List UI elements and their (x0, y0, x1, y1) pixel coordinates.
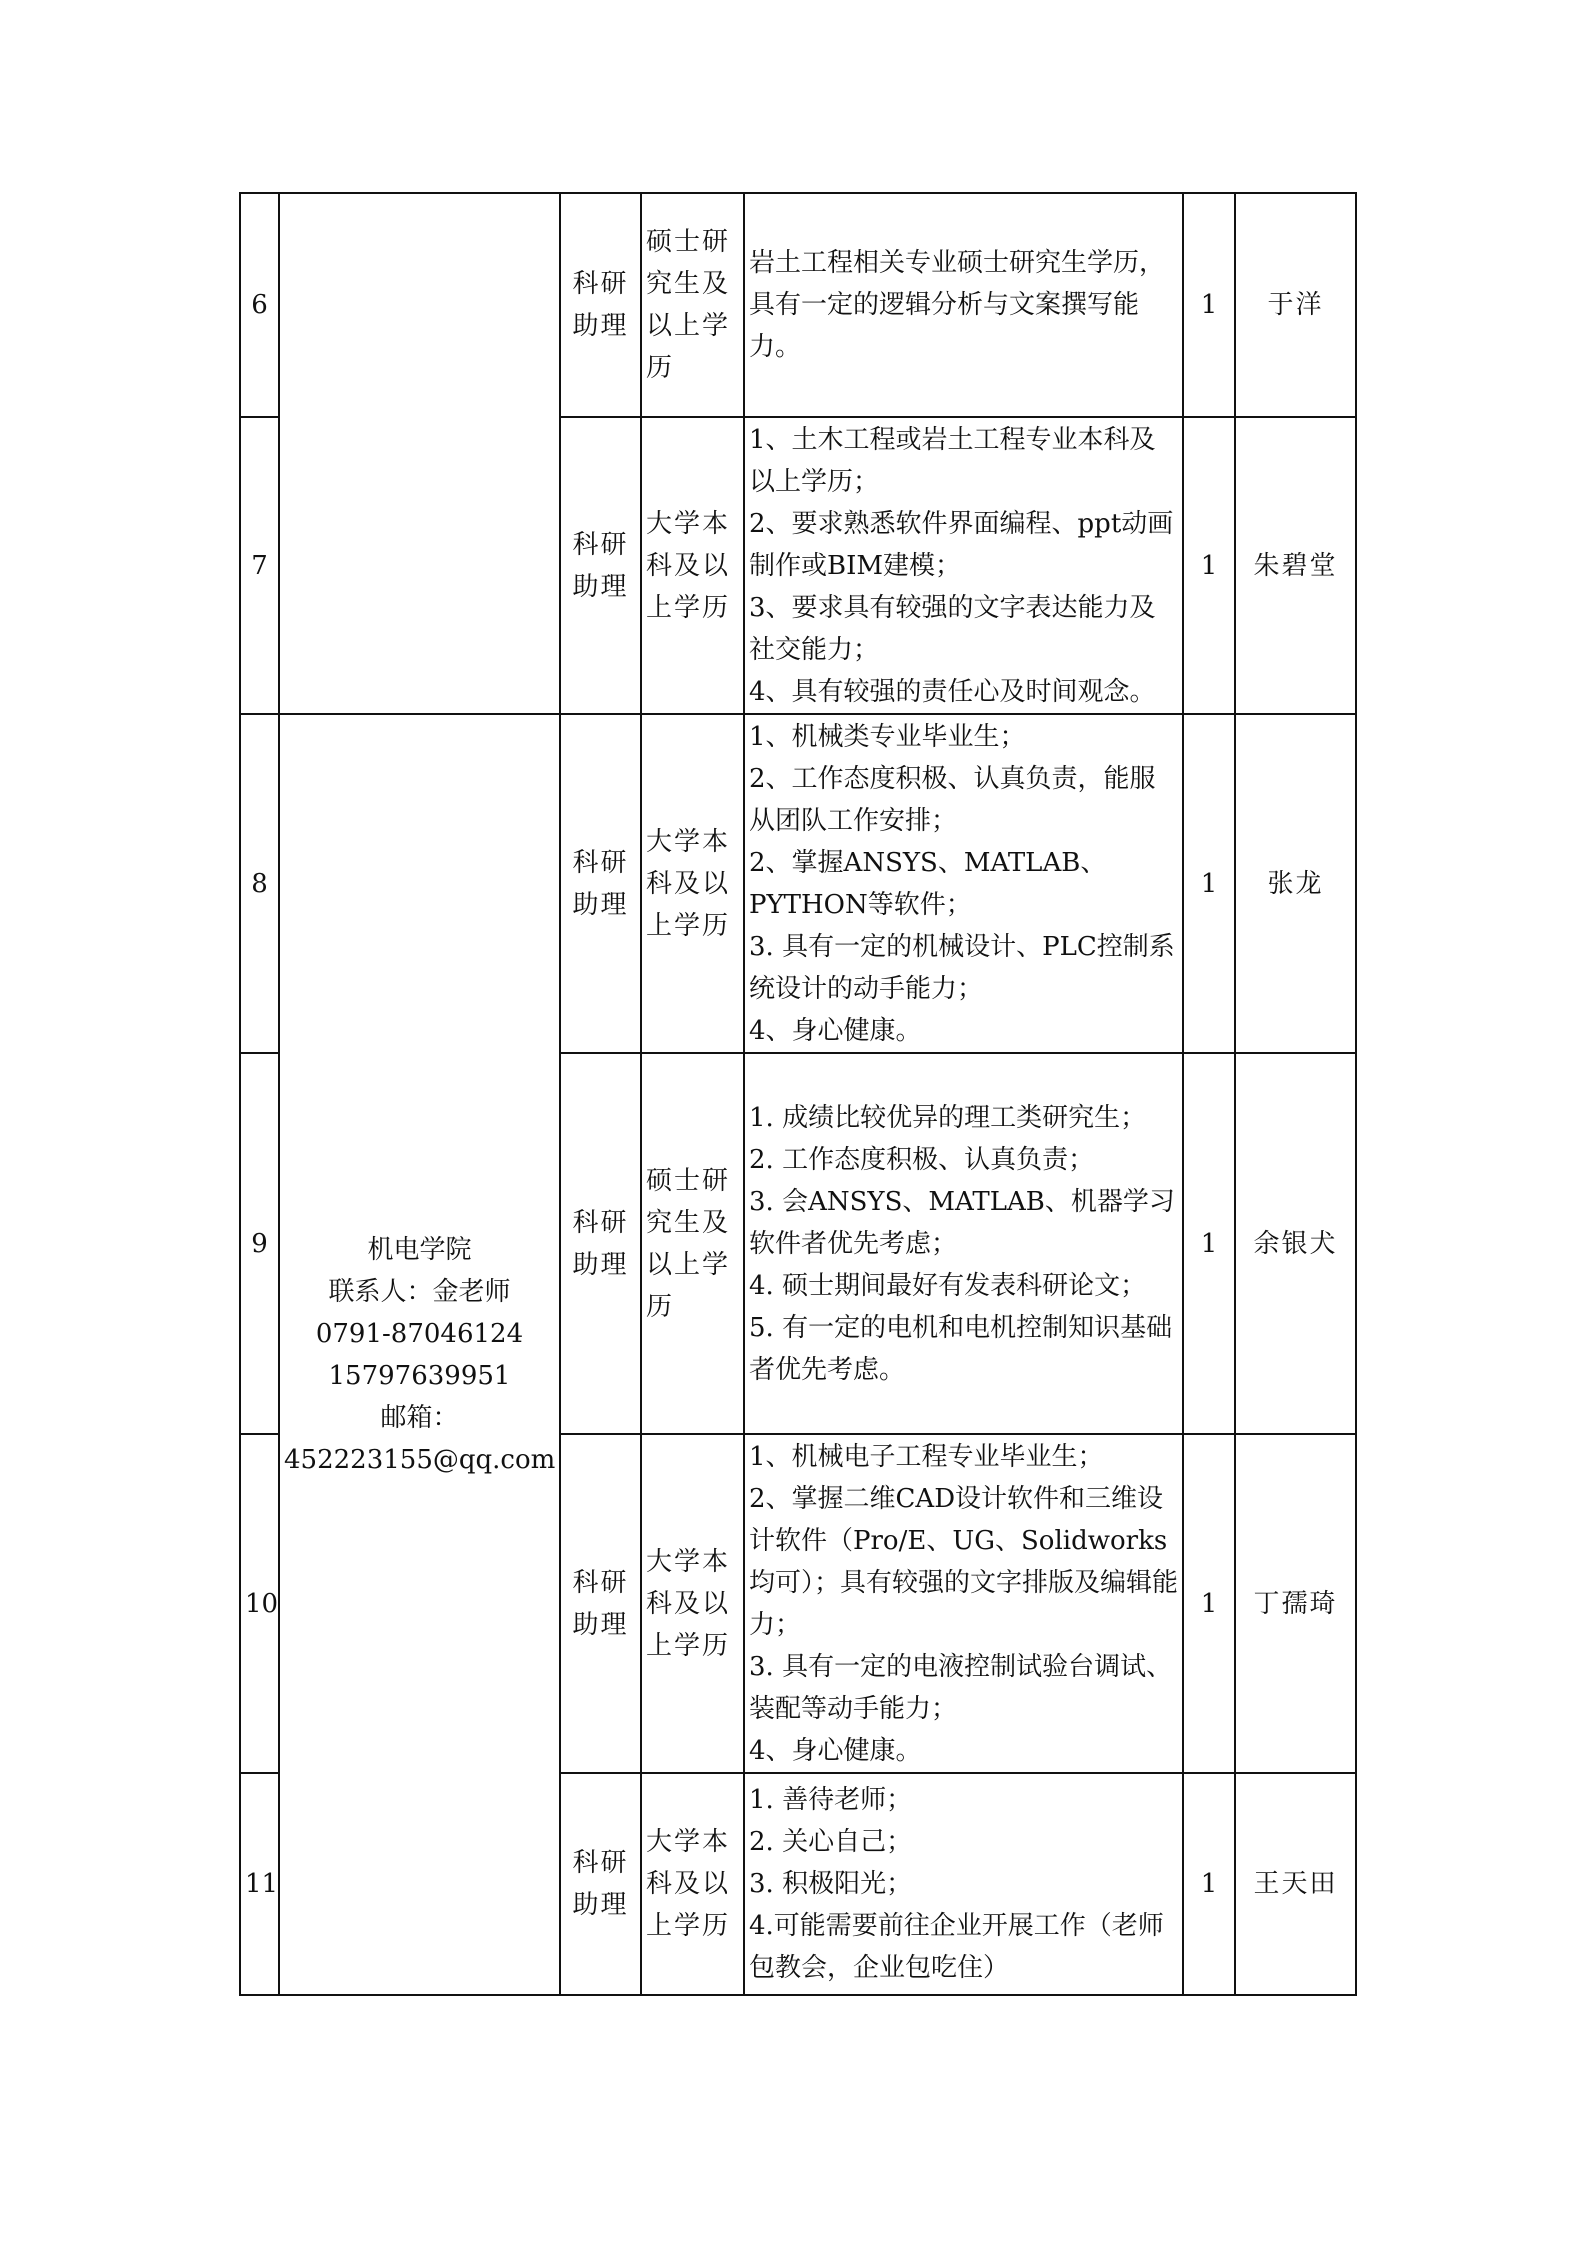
position-cell: 科研 助理 (560, 417, 641, 714)
requirement-line: 4、身心健康。 (749, 1735, 922, 1766)
department-phone: 0791-87046124 (315, 1318, 524, 1349)
requirement-line: 2、掌握二维CAD设计软件和三维设计软件（Pro/E、UG、Solidworks均可）；具有较强的文字排版及编辑能力； (749, 1483, 1179, 1640)
table-row (240, 193, 1356, 417)
department-email: 452223155@qq.com (284, 1444, 556, 1475)
headcount-cell: 1 (1183, 193, 1235, 417)
contact-name-cell: 丁孺琦 (1235, 1434, 1356, 1773)
position-cell: 科研 助理 (560, 1053, 641, 1434)
requirements-cell (744, 1053, 1183, 1434)
requirement-line: 1、机械类专业毕业生； (749, 721, 1026, 752)
requirement-line: 1. 善待老师； (749, 1785, 913, 1815)
contact-name-cell: 朱碧堂 (1235, 417, 1356, 714)
requirements-cell (744, 714, 1183, 1053)
requirement-line: 5. 有一定的电机和电机控制知识基础者优先考虑。 (749, 1312, 1173, 1385)
headcount-cell: 1 (1183, 1434, 1235, 1773)
requirement-line: 2、工作态度积极、认真负责，能服从团队工作安排； (749, 763, 1156, 836)
department-cell-empty (279, 193, 560, 714)
requirement-line: 岩土工程相关专业硕士研究生学历，具有一定的逻辑分析与文案撰写能力。 (749, 248, 1166, 362)
position-cell: 科研 助理 (560, 1773, 641, 1995)
requirement-line: 4、具有较强的责任心及时间观念。 (749, 676, 1156, 707)
requirement-line: 2. 关心自己； (749, 1827, 913, 1857)
department-cell (279, 714, 560, 1995)
requirement-line: 2、要求熟悉软件界面编程、ppt动画制作或BIM建模； (749, 508, 1174, 581)
contact-name-cell: 张龙 (1235, 714, 1356, 1053)
requirement-line: 1. 成绩比较优异的理工类研究生； (749, 1102, 1147, 1133)
contact-name-cell: 于洋 (1235, 193, 1356, 417)
requirements-cell (744, 417, 1183, 714)
requirement-line: 3. 会ANSYS、MATLAB、机器学习软件者优先考虑； (749, 1186, 1175, 1259)
recruitment-table (239, 192, 1357, 1996)
headcount-cell: 1 (1183, 1053, 1235, 1434)
department-contact: 联系人：金老师 (328, 1276, 511, 1307)
requirements-cell (744, 193, 1183, 417)
requirement-line: 2、掌握ANSYS、MATLAB、PYTHON等软件； (749, 847, 1107, 920)
department-mobile: 15797639951 (328, 1360, 511, 1391)
row-number: 6 (240, 193, 279, 417)
education-cell: 大学本 科及以 上学历 (641, 714, 744, 1053)
department-email-label: 邮箱： (380, 1402, 459, 1433)
requirement-line: 3. 积极阳光； (749, 1869, 913, 1899)
headcount-cell: 1 (1183, 714, 1235, 1053)
row-number: 11 (240, 1773, 279, 1995)
requirements-cell (744, 1773, 1183, 1995)
requirement-line: 3、要求具有较强的文字表达能力及社交能力； (749, 592, 1156, 665)
position-cell: 科研 助理 (560, 1434, 641, 1773)
requirement-line: 4.可能需要前往企业开展工作（老师包教会，企业包吃住） (749, 1911, 1164, 1983)
education-cell: 大学本 科及以 上学历 (641, 417, 744, 714)
requirement-line: 3. 具有一定的机械设计、PLC控制系统设计的动手能力； (749, 931, 1175, 1004)
row-number: 9 (240, 1053, 279, 1434)
requirement-line: 1、土木工程或岩土工程专业本科及以上学历； (749, 424, 1156, 497)
requirement-line: 1、机械电子工程专业毕业生； (749, 1441, 1104, 1472)
contact-name-cell: 王天田 (1235, 1773, 1356, 1995)
row-number: 7 (240, 417, 279, 714)
requirement-line: 4、身心健康。 (749, 1015, 922, 1046)
contact-name-cell: 余银犬 (1235, 1053, 1356, 1434)
position-cell: 科研 助理 (560, 193, 641, 417)
department-name: 机电学院 (367, 1234, 472, 1265)
requirement-line: 2. 工作态度积极、认真负责； (749, 1144, 1095, 1175)
position-cell: 科研 助理 (560, 714, 641, 1053)
headcount-cell: 1 (1183, 1773, 1235, 1995)
row-number: 8 (240, 714, 279, 1053)
requirement-line: 3. 具有一定的电液控制试验台调试、装配等动手能力； (749, 1651, 1173, 1724)
requirements-cell (744, 1434, 1183, 1773)
headcount-cell: 1 (1183, 417, 1235, 714)
table-row (240, 714, 1356, 1053)
education-cell: 硕士研 究生及 以上学 历 (641, 1053, 744, 1434)
education-cell: 大学本 科及以 上学历 (641, 1434, 744, 1773)
education-cell: 硕士研 究生及 以上学 历 (641, 193, 744, 417)
education-cell: 大学本 科及以 上学历 (641, 1773, 744, 1995)
requirement-line: 4. 硕士期间最好有发表科研论文； (749, 1270, 1147, 1301)
row-number: 10 (240, 1434, 279, 1773)
